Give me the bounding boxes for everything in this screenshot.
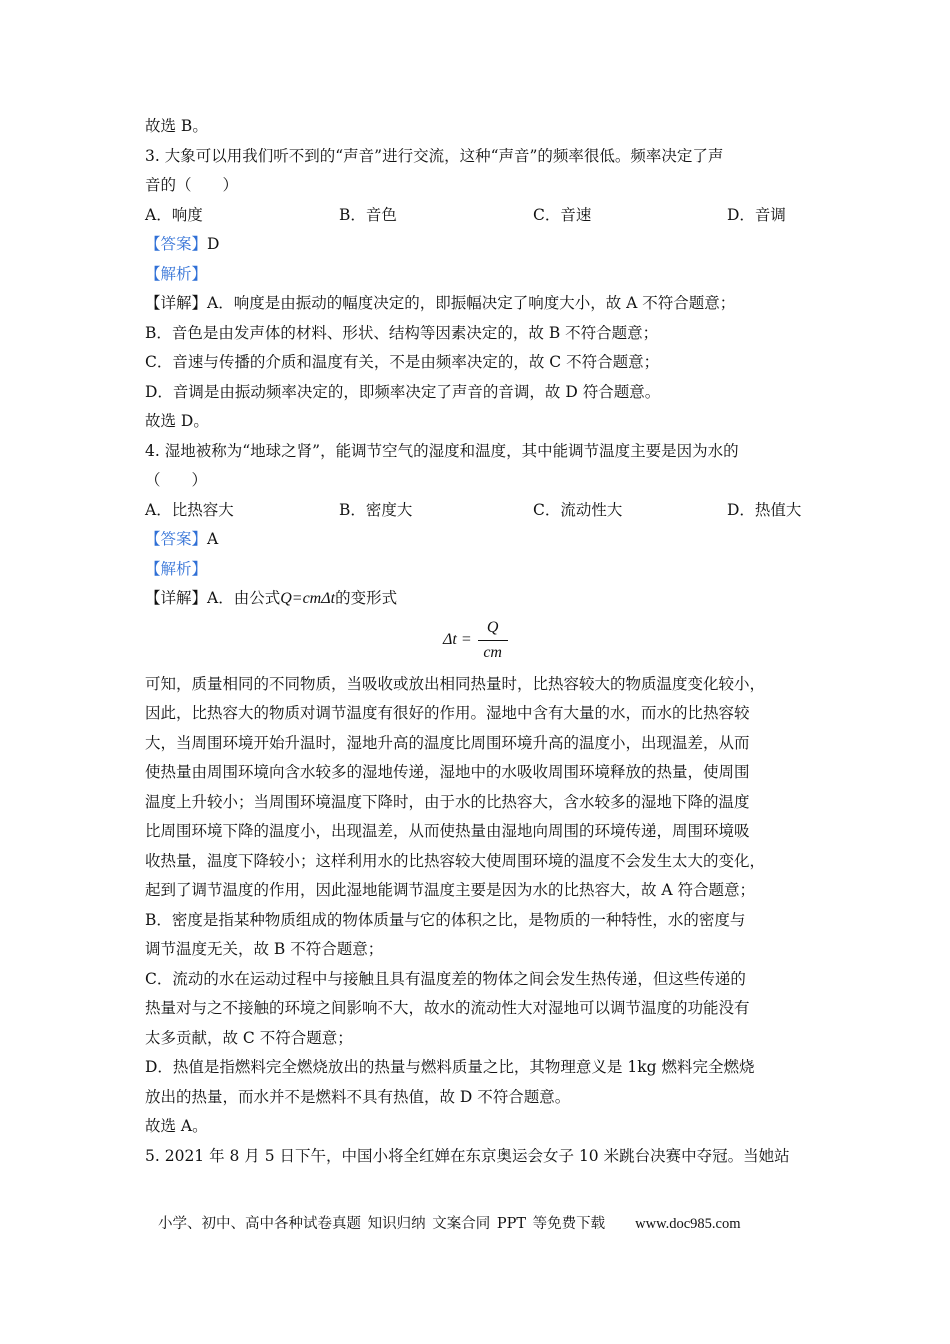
footer-text: 小学、初中、高中各种试卷真题 知识归纳 文案合同 PPT 等免费下载 xyxy=(158,1216,606,1232)
q3-stem-line2: 音的（ ） xyxy=(145,176,239,194)
q4-body-line5: 温度上升较小；当周围环境温度下降时，由于水的比热容大，含水较多的湿地下降的温度 xyxy=(145,792,750,811)
q4-body-line6: 比周围环境下降的温度小，出现温差，从而使热量由湿地向周围的环境传递，周围环境吸 xyxy=(145,822,750,840)
fraction xyxy=(478,618,508,663)
analysis-tag: 【解析】 xyxy=(145,264,208,283)
q3-option-d: D．音调 xyxy=(727,205,786,224)
q4-stem-line2: （ ） xyxy=(145,471,208,489)
q3-option-b: B．音色 xyxy=(339,205,397,224)
answer-tag: 【答案】 xyxy=(145,235,208,253)
q3-detail-line1 xyxy=(145,289,810,319)
q4-body-line14: D．热值是指燃料完全燃烧放出的热量与燃料质量之比，其物理意义是 1kg 燃料完全燃烧 xyxy=(145,1058,755,1076)
footer-url[interactable]: www.doc985.com xyxy=(635,1216,741,1232)
q4-body-line11: C．流动的水在运动过程中与接触且具有温度差的物体之间会发生热传递，但这些传递的 xyxy=(145,969,746,988)
analysis-tag: 【解析】 xyxy=(145,559,208,578)
q4-conclusion: 故选 A。 xyxy=(145,1117,208,1135)
q4-body-line9: B．密度是指某种物质组成的物体质量与它的体积之比，是物质的一种特性，水的密度与 xyxy=(145,910,746,929)
q4-option-b: B．密度大 xyxy=(339,500,413,519)
q3-answer xyxy=(145,230,810,260)
q3-answer-value: D xyxy=(207,235,220,253)
q4-body-line4: 使热量由周围环境向含水较多的湿地传递，湿地中的水吸收周围环境释放的热量，使周围 xyxy=(145,763,750,781)
q4-option-c: C．流动性大 xyxy=(533,500,623,519)
q3-analysis xyxy=(145,260,810,290)
fraction-numerator: Q xyxy=(486,618,499,636)
q4-body-line15: 放出的热量，而水并不是燃料不具有热值，故 D 不符合题意。 xyxy=(145,1087,571,1106)
q4-detail-intro-text: A．由公式 xyxy=(207,589,281,607)
detail-tag: 【详解】 xyxy=(145,294,208,312)
q4-detail-intro-end: 的变形式 xyxy=(335,589,398,607)
q4-body-line13: 太多贡献，故 C 不符合题意； xyxy=(145,1028,353,1047)
q3-stem-line1: 3. 大象可以用我们听不到的“声音”进行交流，这种“声音”的频率很低。频率决定了声 xyxy=(145,146,724,165)
q3-detail-text-1: A．响度是由振动的幅度决定的，即振幅决定了响度大小，故 A 不符合题意； xyxy=(207,294,736,312)
q4-option-a: A．比热容大 xyxy=(145,500,234,519)
q3-option-a: A．响度 xyxy=(145,205,203,224)
inline-formula: Q=cmΔt xyxy=(280,590,336,607)
detail-tag: 【详解】 xyxy=(145,589,208,607)
q4-answer-value: A xyxy=(207,530,219,548)
q4-body-line7: 收热量，温度下降较小；这样利用水的比热容较大使周围环境的温度不会发生太大的变化， xyxy=(145,851,766,870)
q4-body-line10: 调节温度无关，故 B 不符合题意； xyxy=(145,940,384,958)
q4-body-line3: 大，当周围环境开始升温时，湿地升高的温度比周围环境升高的温度小，出现温差，从而 xyxy=(145,733,750,752)
q3-conclusion: 故选 D。 xyxy=(145,412,209,430)
formula-lhs: Δt = xyxy=(443,631,472,648)
q3-detail-line3: C．音速与传播的介质和温度有关，不是由频率决定的，故 C 不符合题意； xyxy=(145,353,660,371)
q4-option-d: D．热值大 xyxy=(727,500,802,519)
q2-conclusion: 故选 B。 xyxy=(145,117,208,135)
document-page xyxy=(145,112,810,1171)
answer-tag: 【答案】 xyxy=(145,530,208,548)
display-formula xyxy=(145,614,810,670)
page-footer xyxy=(158,1212,741,1233)
q4-body-line2: 因此，比热容大的物质对调节温度有很好的作用。湿地中含有大量的水，而水的比热容较 xyxy=(145,704,750,722)
q3-detail-line2: B．音色是由发声体的材料、形状、结构等因素决定的，故 B 不符合题意； xyxy=(145,323,659,342)
q4-detail-intro xyxy=(145,584,810,614)
q4-analysis xyxy=(145,555,810,585)
q3-option-c: C．音速 xyxy=(533,205,592,224)
q5-stem-line1: 5. 2021 年 8 月 5 日下午，中国小将全红婵在东京奥运会女子 10 米跳台决赛中夺冠。当她站 xyxy=(145,1146,790,1165)
q4-stem-line1: 4. 湿地被称为“地球之肾”，能调节空气的湿度和温度，其中能调节温度主要是因为水的 xyxy=(145,441,739,460)
q4-answer xyxy=(145,525,810,555)
q3-options xyxy=(145,201,810,231)
q4-body-line12: 热量对与之不接触的环境之间影响不大，故水的流动性大对湿地可以调节温度的功能没有 xyxy=(145,999,750,1017)
q3-detail-line4: D．音调是由振动频率决定的，即频率决定了声音的音调，故 D 符合题意。 xyxy=(145,382,661,401)
fraction-formula xyxy=(443,618,508,663)
fraction-denominator: cm xyxy=(483,643,502,661)
q4-options xyxy=(145,496,810,526)
q4-body-line8: 起到了调节温度的作用，因此湿地能调节温度主要是因为水的比热容大，故 A 符合题意； xyxy=(145,881,756,899)
q4-body-line1: 可知，质量相同的不同物质，当吸收或放出相同热量时，比热容较大的物质温度变化较小， xyxy=(145,674,766,693)
